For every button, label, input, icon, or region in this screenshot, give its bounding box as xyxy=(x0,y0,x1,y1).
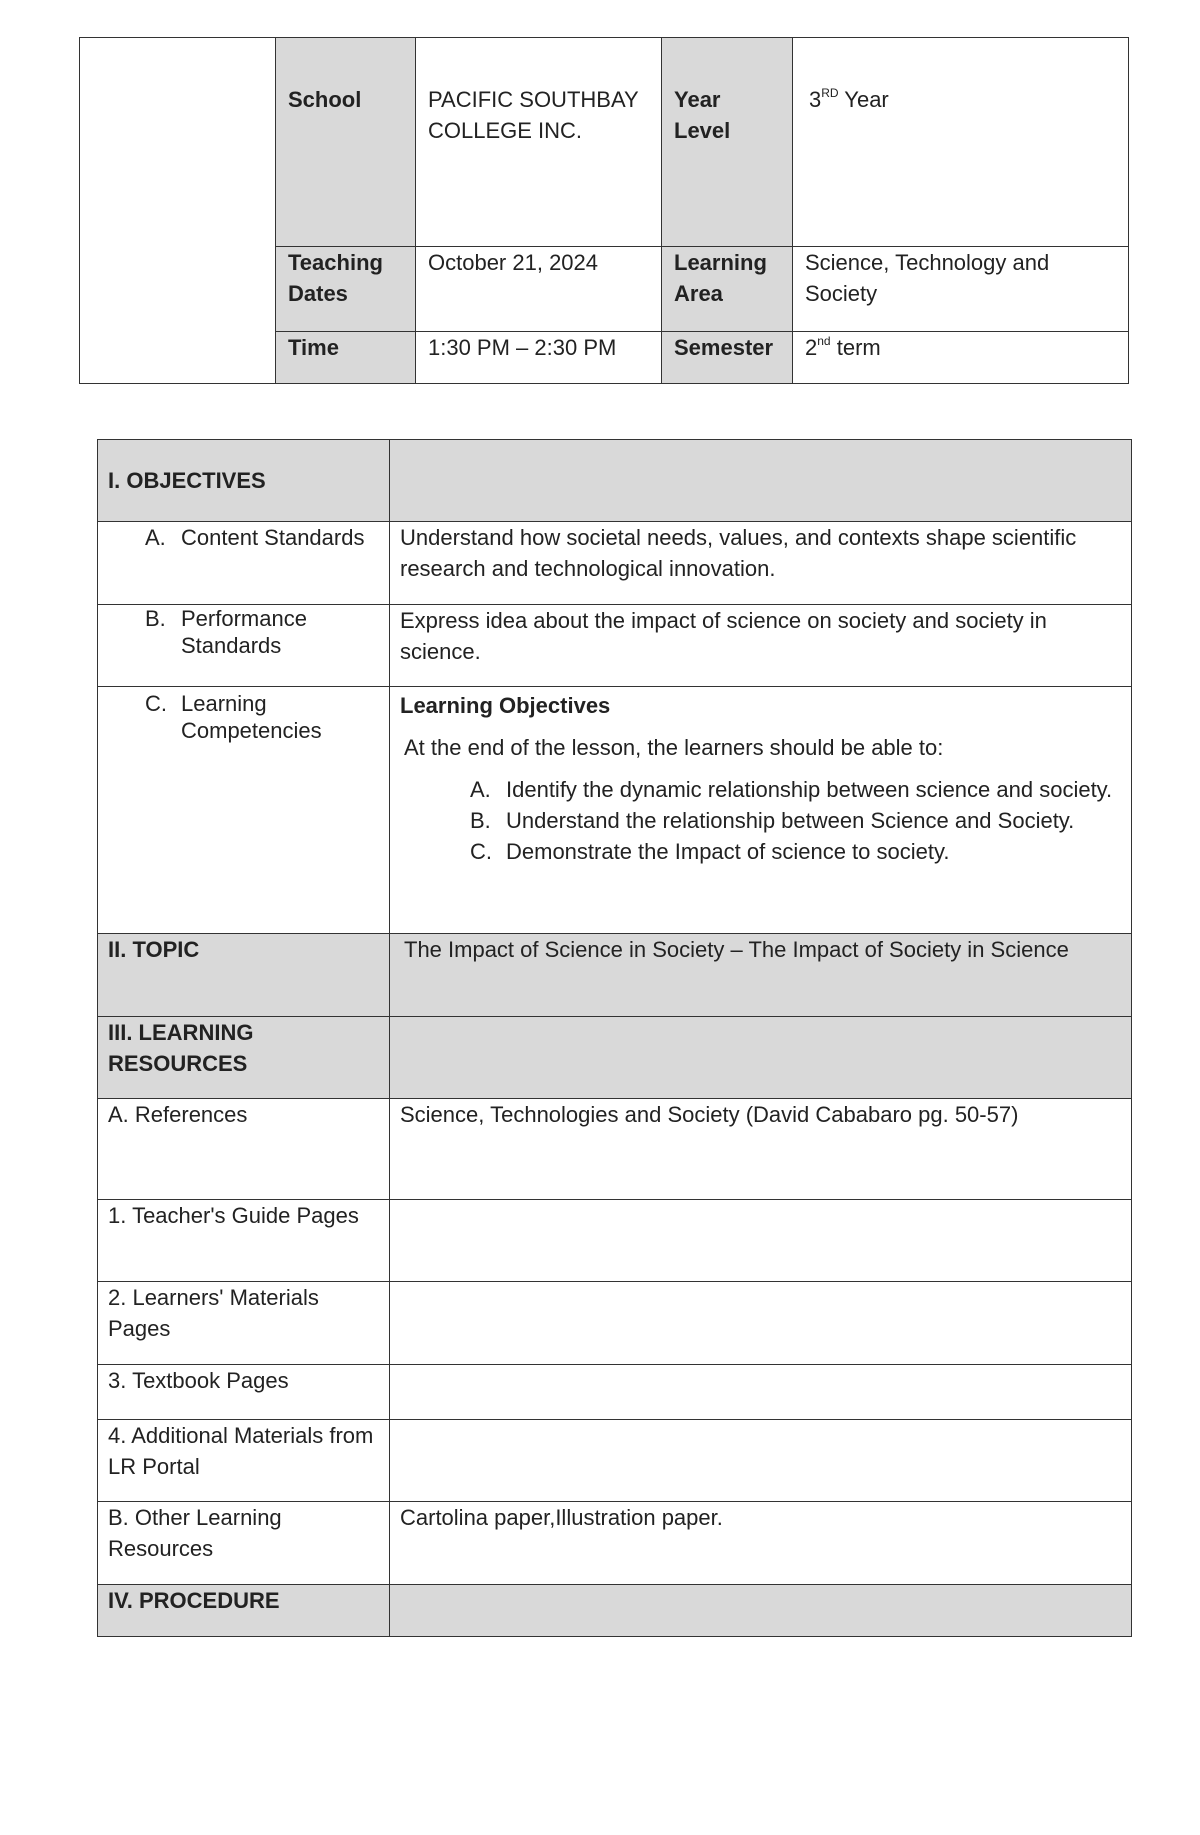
learning-resources-heading: III. LEARNING RESOURCES xyxy=(98,1017,390,1099)
teaching-dates-label: Teaching Dates xyxy=(276,247,416,332)
list-item: B. Understand the relationship between Science and Society. xyxy=(470,808,1075,833)
objectives-heading-blank xyxy=(390,440,1132,522)
topic-heading: II. TOPIC xyxy=(98,934,390,1017)
teachers-guide-value xyxy=(390,1200,1132,1282)
topic-value: The Impact of Science in Society – The Impact of Society in Science xyxy=(390,934,1132,1017)
lesson-plan-table xyxy=(97,439,1132,1637)
time-value: 1:30 PM – 2:30 PM xyxy=(416,332,662,384)
learning-objectives-title: Learning Objectives xyxy=(400,693,611,718)
learning-area-value: Science, Technology and Society xyxy=(793,247,1129,332)
year-level-value: 3RD Year xyxy=(793,38,1129,247)
procedure-blank xyxy=(390,1585,1132,1637)
performance-standards-label: B. Performance Standards xyxy=(98,605,390,687)
time-label: Time xyxy=(276,332,416,384)
learning-competencies-label: C. Learning Competencies xyxy=(98,687,390,934)
content-standards-label: A. Content Standards xyxy=(98,522,390,605)
list-item: C. Demonstrate the Impact of science to society. xyxy=(470,839,950,864)
lesson-header-table xyxy=(79,37,1129,384)
teaching-dates-value: October 21, 2024 xyxy=(416,247,662,332)
references-label: A. References xyxy=(98,1099,390,1200)
objectives-heading: I. OBJECTIVES xyxy=(98,440,390,522)
learning-area-label: Learning Area xyxy=(662,247,793,332)
other-resources-label: B. Other Learning Resources xyxy=(98,1502,390,1585)
semester-label: Semester xyxy=(662,332,793,384)
year-level-label: Year Level xyxy=(662,38,793,247)
procedure-heading: IV. PROCEDURE xyxy=(98,1585,390,1637)
learning-objectives-cell xyxy=(390,687,1132,934)
other-resources-value: Cartolina paper,Illustration paper. xyxy=(390,1502,1132,1585)
learners-materials-value xyxy=(390,1282,1132,1365)
list-item: A. Identify the dynamic relationship between science and society. xyxy=(470,777,1113,802)
learners-materials-label: 2. Learners' Materials Pages xyxy=(98,1282,390,1365)
logo-cell xyxy=(80,38,276,384)
additional-materials-value xyxy=(390,1420,1132,1502)
additional-materials-label: 4. Additional Materials from LR Portal xyxy=(98,1420,390,1502)
textbook-value xyxy=(390,1365,1132,1420)
performance-standards-value: Express idea about the impact of science on society and society in science. xyxy=(390,605,1132,687)
learning-objectives-list xyxy=(470,774,1121,867)
content-standards-value: Understand how societal needs, values, and contexts shape scientific research and technological innovation. xyxy=(390,522,1132,605)
school-value: PACIFIC SOUTHBAY COLLEGE INC. xyxy=(416,38,662,247)
references-value: Science, Technologies and Society (David Cababaro pg. 50-57) xyxy=(390,1099,1132,1200)
learning-resources-blank xyxy=(390,1017,1132,1099)
school-label: School xyxy=(276,38,416,247)
teachers-guide-label: 1. Teacher's Guide Pages xyxy=(98,1200,390,1282)
learning-objectives-intro: At the end of the lesson, the learners should be able to: xyxy=(404,735,944,760)
semester-value: 2nd term xyxy=(793,332,1129,384)
textbook-label: 3. Textbook Pages xyxy=(98,1365,390,1420)
